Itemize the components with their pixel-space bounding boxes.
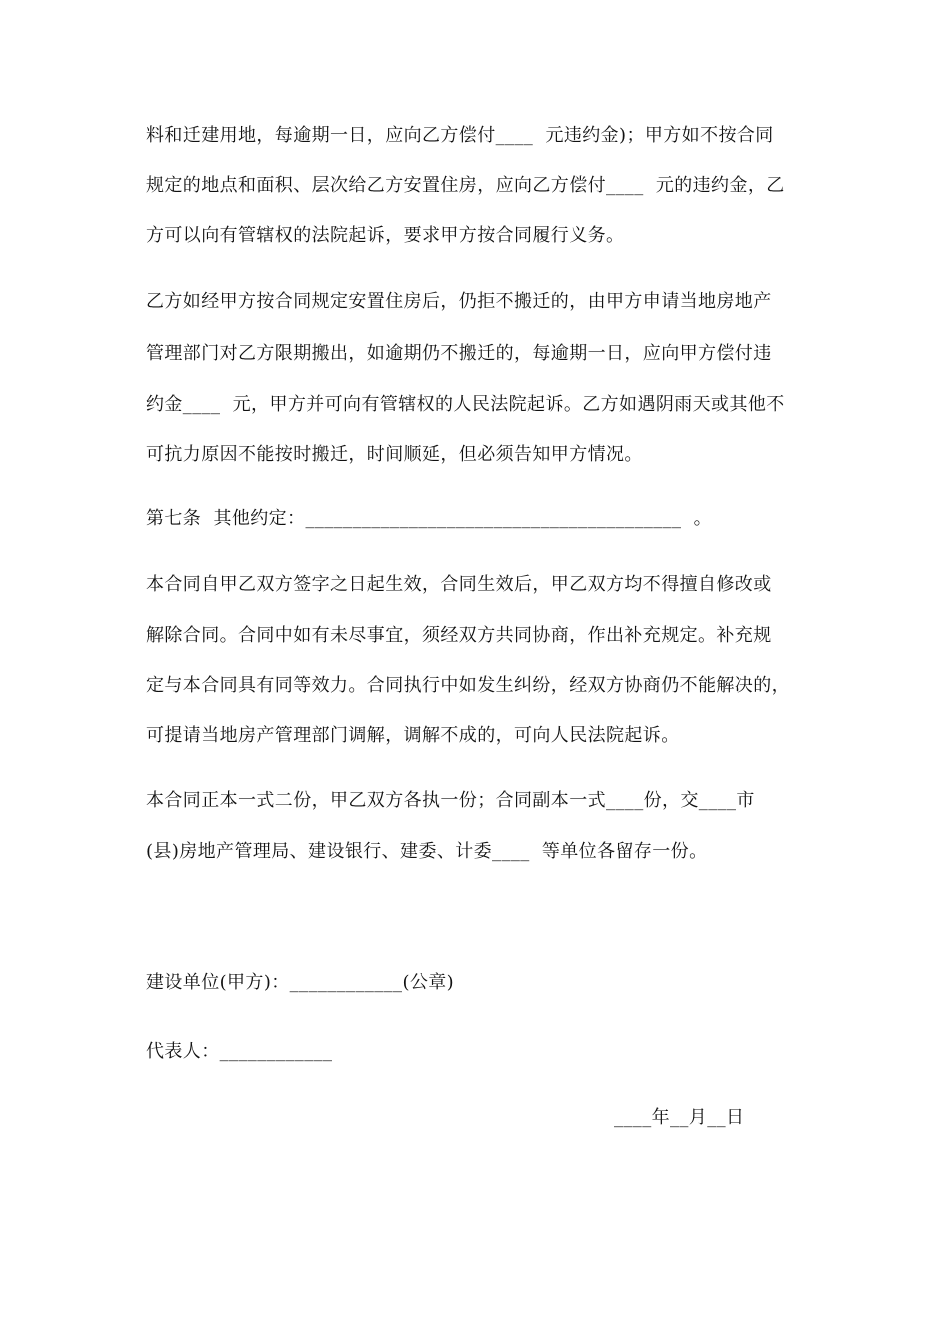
paragraph-2-line-1: 乙方如经甲方按合同规定安置住房后，仍拒不搬迁的，由甲方申请当地房地产	[146, 291, 772, 312]
signature-construction-unit: 建设单位(甲方)：____________(公章)	[146, 972, 455, 993]
paragraph-2-line-2: 管理部门对乙方限期搬出，如逾期仍不搬迁的，每逾期一日，应向甲方偿付违	[146, 343, 772, 364]
paragraph-1-line-1: 料和迁建用地，每逾期一日，应向乙方偿付____ 元违约金)；甲方如不按合同	[146, 125, 774, 146]
paragraph-4-line-1: 本合同正本一式二份，甲乙双方各执一份；合同副本一式____份，交____市	[146, 790, 755, 811]
paragraph-3-line-2: 解除合同。合同中如有未尽事宜，须经双方共同协商，作出补充规定。补充规	[146, 625, 772, 646]
paragraph-4-line-2: (县)房地产管理局、建设银行、建委、计委____ 等单位各留存一份。	[146, 841, 708, 862]
paragraph-2-line-3: 约金____ 元，甲方并可向有管辖权的人民法院起诉。乙方如遇阴雨天或其他不	[146, 394, 785, 415]
paragraph-1-line-2: 规定的地点和面积、层次给乙方安置住房，应向乙方偿付____ 元的违约金，乙	[146, 175, 785, 196]
paragraph-3-line-3: 定与本合同具有同等效力。合同执行中如发生纠纷，经双方协商仍不能解决的，	[146, 675, 790, 696]
paragraph-3-line-4: 可提请当地房产管理部门调解，调解不成的，可向人民法院起诉。	[146, 725, 680, 746]
paragraph-3-line-1: 本合同自甲乙双方签字之日起生效，合同生效后，甲乙双方均不得擅自修改或	[146, 574, 772, 595]
signature-date: ____年__月__日	[614, 1107, 745, 1128]
paragraph-2-line-4: 可抗力原因不能按时搬迁，时间顺延，但必须告知甲方情况。	[146, 444, 643, 465]
signature-representative: 代表人：____________	[146, 1041, 333, 1062]
article-7-other-agreements: 第七条 其他约定：________________________________________ 。	[146, 508, 713, 529]
paragraph-1-line-3: 方可以向有管辖权的法院起诉，要求甲方按合同履行义务。	[146, 225, 625, 246]
